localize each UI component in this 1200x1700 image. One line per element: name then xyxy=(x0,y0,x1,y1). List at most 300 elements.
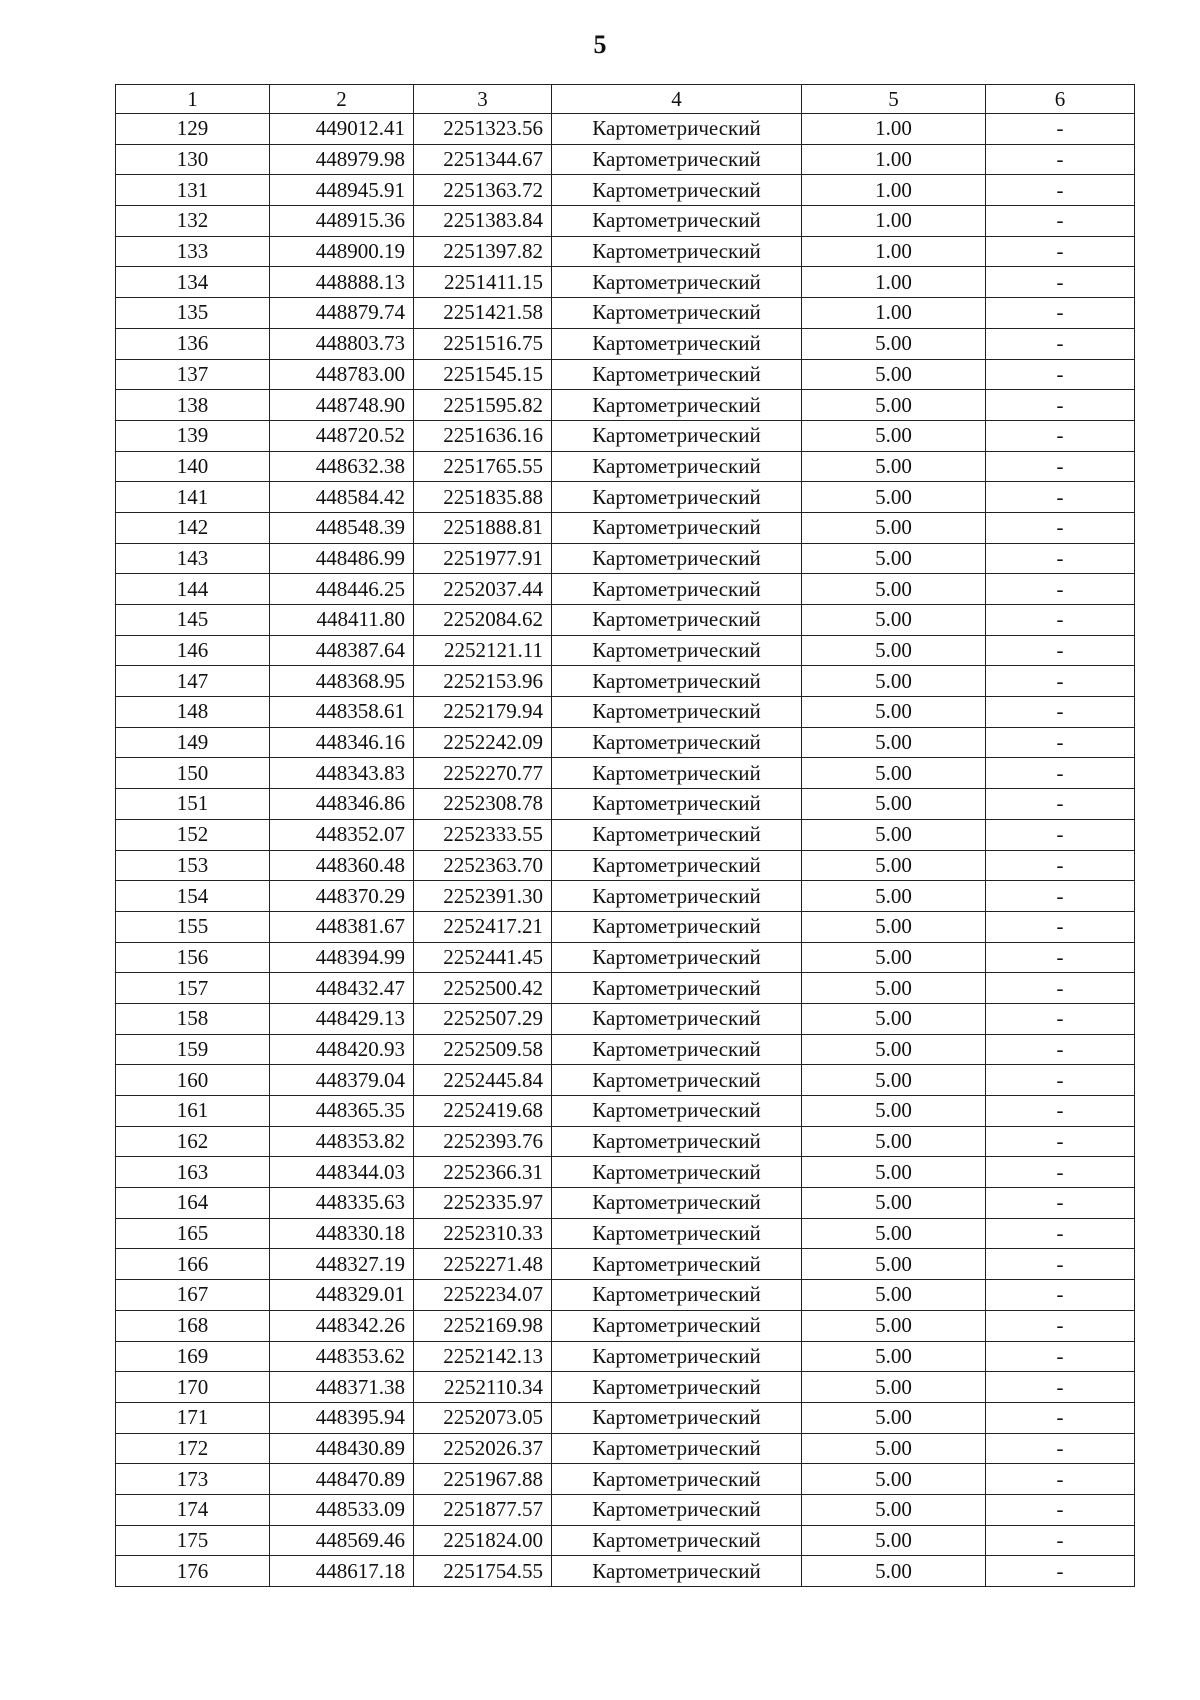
table-header-row xyxy=(116,85,1135,114)
x-coordinate-cell: 448346.16 xyxy=(270,727,414,758)
method-cell: Картометрический xyxy=(552,1433,802,1464)
note-cell: - xyxy=(986,390,1135,421)
note-cell: - xyxy=(986,973,1135,1004)
x-coordinate-cell: 448370.29 xyxy=(270,881,414,912)
accuracy-cell: 5.00 xyxy=(802,1494,986,1525)
y-coordinate-cell: 2251765.55 xyxy=(414,451,552,482)
note-cell: - xyxy=(986,114,1135,145)
table-row xyxy=(116,574,1135,605)
y-coordinate-cell: 2251323.56 xyxy=(414,114,552,145)
accuracy-cell: 5.00 xyxy=(802,850,986,881)
note-cell: - xyxy=(986,1218,1135,1249)
method-cell: Картометрический xyxy=(552,1280,802,1311)
method-cell: Картометрический xyxy=(552,1126,802,1157)
method-cell: Картометрический xyxy=(552,1464,802,1495)
accuracy-cell: 5.00 xyxy=(802,942,986,973)
method-cell: Картометрический xyxy=(552,267,802,298)
note-cell: - xyxy=(986,942,1135,973)
y-coordinate-cell: 2252110.34 xyxy=(414,1372,552,1403)
method-cell: Картометрический xyxy=(552,1372,802,1403)
table-row xyxy=(116,1433,1135,1464)
table-row xyxy=(116,1280,1135,1311)
accuracy-cell: 1.00 xyxy=(802,144,986,175)
method-cell: Картометрический xyxy=(552,1218,802,1249)
accuracy-cell: 5.00 xyxy=(802,911,986,942)
method-cell: Картометрический xyxy=(552,911,802,942)
x-coordinate-cell: 448632.38 xyxy=(270,451,414,482)
note-cell: - xyxy=(986,1525,1135,1556)
accuracy-cell: 5.00 xyxy=(802,973,986,1004)
y-coordinate-cell: 2252366.31 xyxy=(414,1157,552,1188)
table-row xyxy=(116,973,1135,1004)
table-row xyxy=(116,451,1135,482)
method-cell: Картометрический xyxy=(552,758,802,789)
note-cell: - xyxy=(986,236,1135,267)
table-row xyxy=(116,1065,1135,1096)
x-coordinate-cell: 448748.90 xyxy=(270,390,414,421)
accuracy-cell: 1.00 xyxy=(802,236,986,267)
point-number-cell: 170 xyxy=(116,1372,270,1403)
y-coordinate-cell: 2252310.33 xyxy=(414,1218,552,1249)
accuracy-cell: 5.00 xyxy=(802,328,986,359)
note-cell: - xyxy=(986,1157,1135,1188)
note-cell: - xyxy=(986,1433,1135,1464)
x-coordinate-cell: 448803.73 xyxy=(270,328,414,359)
y-coordinate-cell: 2252142.13 xyxy=(414,1341,552,1372)
y-coordinate-cell: 2252037.44 xyxy=(414,574,552,605)
note-cell: - xyxy=(986,512,1135,543)
x-coordinate-cell: 448330.18 xyxy=(270,1218,414,1249)
accuracy-cell: 5.00 xyxy=(802,789,986,820)
method-cell: Картометрический xyxy=(552,298,802,329)
note-cell: - xyxy=(986,1188,1135,1219)
accuracy-cell: 5.00 xyxy=(802,758,986,789)
x-coordinate-cell: 448945.91 xyxy=(270,175,414,206)
point-number-cell: 131 xyxy=(116,175,270,206)
note-cell: - xyxy=(986,911,1135,942)
note-cell: - xyxy=(986,635,1135,666)
point-number-cell: 166 xyxy=(116,1249,270,1280)
y-coordinate-cell: 2251363.72 xyxy=(414,175,552,206)
x-coordinate-cell: 448352.07 xyxy=(270,819,414,850)
y-coordinate-cell: 2251545.15 xyxy=(414,359,552,390)
y-coordinate-cell: 2252445.84 xyxy=(414,1065,552,1096)
x-coordinate-cell: 448979.98 xyxy=(270,144,414,175)
method-cell: Картометрический xyxy=(552,697,802,728)
note-cell: - xyxy=(986,1065,1135,1096)
note-cell: - xyxy=(986,789,1135,820)
note-cell: - xyxy=(986,819,1135,850)
method-cell: Картометрический xyxy=(552,789,802,820)
accuracy-cell: 5.00 xyxy=(802,1402,986,1433)
method-cell: Картометрический xyxy=(552,1157,802,1188)
x-coordinate-cell: 448446.25 xyxy=(270,574,414,605)
x-coordinate-cell: 448371.38 xyxy=(270,1372,414,1403)
method-cell: Картометрический xyxy=(552,1525,802,1556)
accuracy-cell: 5.00 xyxy=(802,1280,986,1311)
accuracy-cell: 5.00 xyxy=(802,1464,986,1495)
method-cell: Картометрический xyxy=(552,635,802,666)
y-coordinate-cell: 2251824.00 xyxy=(414,1525,552,1556)
method-cell: Картометрический xyxy=(552,206,802,237)
x-coordinate-cell: 449012.41 xyxy=(270,114,414,145)
y-coordinate-cell: 2252509.58 xyxy=(414,1034,552,1065)
note-cell: - xyxy=(986,666,1135,697)
point-number-cell: 148 xyxy=(116,697,270,728)
x-coordinate-cell: 448395.94 xyxy=(270,1402,414,1433)
point-number-cell: 139 xyxy=(116,420,270,451)
point-number-cell: 145 xyxy=(116,605,270,636)
table-row xyxy=(116,758,1135,789)
table-row xyxy=(116,328,1135,359)
x-coordinate-cell: 448346.86 xyxy=(270,789,414,820)
note-cell: - xyxy=(986,881,1135,912)
method-cell: Картометрический xyxy=(552,1494,802,1525)
y-coordinate-cell: 2251516.75 xyxy=(414,328,552,359)
accuracy-cell: 1.00 xyxy=(802,175,986,206)
point-number-cell: 146 xyxy=(116,635,270,666)
x-coordinate-cell: 448617.18 xyxy=(270,1556,414,1587)
table-row xyxy=(116,635,1135,666)
x-coordinate-cell: 448379.04 xyxy=(270,1065,414,1096)
table-row xyxy=(116,819,1135,850)
method-cell: Картометрический xyxy=(552,1188,802,1219)
x-coordinate-cell: 448720.52 xyxy=(270,420,414,451)
note-cell: - xyxy=(986,1126,1135,1157)
note-cell: - xyxy=(986,267,1135,298)
table-row xyxy=(116,1188,1135,1219)
column-header-2: 2 xyxy=(270,85,414,114)
point-number-cell: 143 xyxy=(116,543,270,574)
y-coordinate-cell: 2252419.68 xyxy=(414,1096,552,1127)
point-number-cell: 147 xyxy=(116,666,270,697)
table-row xyxy=(116,298,1135,329)
method-cell: Картометрический xyxy=(552,144,802,175)
point-number-cell: 164 xyxy=(116,1188,270,1219)
x-coordinate-cell: 448430.89 xyxy=(270,1433,414,1464)
point-number-cell: 135 xyxy=(116,298,270,329)
y-coordinate-cell: 2252179.94 xyxy=(414,697,552,728)
table-row xyxy=(116,543,1135,574)
x-coordinate-cell: 448368.95 xyxy=(270,666,414,697)
point-number-cell: 156 xyxy=(116,942,270,973)
accuracy-cell: 5.00 xyxy=(802,1249,986,1280)
x-coordinate-cell: 448342.26 xyxy=(270,1310,414,1341)
accuracy-cell: 5.00 xyxy=(802,1126,986,1157)
method-cell: Картометрический xyxy=(552,512,802,543)
accuracy-cell: 5.00 xyxy=(802,1310,986,1341)
method-cell: Картометрический xyxy=(552,482,802,513)
method-cell: Картометрический xyxy=(552,328,802,359)
note-cell: - xyxy=(986,1494,1135,1525)
x-coordinate-cell: 448353.82 xyxy=(270,1126,414,1157)
method-cell: Картометрический xyxy=(552,1096,802,1127)
note-cell: - xyxy=(986,697,1135,728)
point-number-cell: 133 xyxy=(116,236,270,267)
method-cell: Картометрический xyxy=(552,850,802,881)
x-coordinate-cell: 448783.00 xyxy=(270,359,414,390)
point-number-cell: 157 xyxy=(116,973,270,1004)
y-coordinate-cell: 2251835.88 xyxy=(414,482,552,513)
accuracy-cell: 5.00 xyxy=(802,359,986,390)
table-row xyxy=(116,727,1135,758)
y-coordinate-cell: 2251888.81 xyxy=(414,512,552,543)
note-cell: - xyxy=(986,359,1135,390)
table-row xyxy=(116,1126,1135,1157)
point-number-cell: 154 xyxy=(116,881,270,912)
point-number-cell: 144 xyxy=(116,574,270,605)
note-cell: - xyxy=(986,144,1135,175)
point-number-cell: 167 xyxy=(116,1280,270,1311)
x-coordinate-cell: 448387.64 xyxy=(270,635,414,666)
point-number-cell: 136 xyxy=(116,328,270,359)
x-coordinate-cell: 448381.67 xyxy=(270,911,414,942)
accuracy-cell: 5.00 xyxy=(802,512,986,543)
point-number-cell: 155 xyxy=(116,911,270,942)
x-coordinate-cell: 448533.09 xyxy=(270,1494,414,1525)
point-number-cell: 134 xyxy=(116,267,270,298)
column-header-3: 3 xyxy=(414,85,552,114)
method-cell: Картометрический xyxy=(552,1556,802,1587)
table-row xyxy=(116,1157,1135,1188)
x-coordinate-cell: 448548.39 xyxy=(270,512,414,543)
method-cell: Картометрический xyxy=(552,574,802,605)
point-number-cell: 152 xyxy=(116,819,270,850)
table-row xyxy=(116,697,1135,728)
column-header-4: 4 xyxy=(552,85,802,114)
y-coordinate-cell: 2252333.55 xyxy=(414,819,552,850)
note-cell: - xyxy=(986,1003,1135,1034)
x-coordinate-cell: 448394.99 xyxy=(270,942,414,973)
x-coordinate-cell: 448879.74 xyxy=(270,298,414,329)
note-cell: - xyxy=(986,420,1135,451)
point-number-cell: 151 xyxy=(116,789,270,820)
table-row xyxy=(116,267,1135,298)
note-cell: - xyxy=(986,605,1135,636)
x-coordinate-cell: 448429.13 xyxy=(270,1003,414,1034)
point-number-cell: 168 xyxy=(116,1310,270,1341)
method-cell: Картометрический xyxy=(552,973,802,1004)
y-coordinate-cell: 2251877.57 xyxy=(414,1494,552,1525)
accuracy-cell: 5.00 xyxy=(802,666,986,697)
note-cell: - xyxy=(986,1372,1135,1403)
accuracy-cell: 5.00 xyxy=(802,482,986,513)
table-row xyxy=(116,850,1135,881)
note-cell: - xyxy=(986,206,1135,237)
accuracy-cell: 5.00 xyxy=(802,1556,986,1587)
note-cell: - xyxy=(986,574,1135,605)
point-number-cell: 132 xyxy=(116,206,270,237)
table-row xyxy=(116,1556,1135,1587)
method-cell: Картометрический xyxy=(552,666,802,697)
accuracy-cell: 5.00 xyxy=(802,819,986,850)
x-coordinate-cell: 448900.19 xyxy=(270,236,414,267)
point-number-cell: 161 xyxy=(116,1096,270,1127)
point-number-cell: 159 xyxy=(116,1034,270,1065)
accuracy-cell: 5.00 xyxy=(802,727,986,758)
table-row xyxy=(116,1310,1135,1341)
method-cell: Картометрический xyxy=(552,727,802,758)
method-cell: Картометрический xyxy=(552,942,802,973)
y-coordinate-cell: 2251754.55 xyxy=(414,1556,552,1587)
table-row xyxy=(116,206,1135,237)
accuracy-cell: 5.00 xyxy=(802,390,986,421)
note-cell: - xyxy=(986,758,1135,789)
method-cell: Картометрический xyxy=(552,605,802,636)
y-coordinate-cell: 2252391.30 xyxy=(414,881,552,912)
point-number-cell: 160 xyxy=(116,1065,270,1096)
y-coordinate-cell: 2252441.45 xyxy=(414,942,552,973)
x-coordinate-cell: 448329.01 xyxy=(270,1280,414,1311)
accuracy-cell: 1.00 xyxy=(802,267,986,298)
accuracy-cell: 5.00 xyxy=(802,1341,986,1372)
x-coordinate-cell: 448343.83 xyxy=(270,758,414,789)
note-cell: - xyxy=(986,451,1135,482)
table-row xyxy=(116,390,1135,421)
accuracy-cell: 5.00 xyxy=(802,1003,986,1034)
note-cell: - xyxy=(986,175,1135,206)
accuracy-cell: 5.00 xyxy=(802,1372,986,1403)
accuracy-cell: 5.00 xyxy=(802,881,986,912)
y-coordinate-cell: 2251595.82 xyxy=(414,390,552,421)
point-number-cell: 173 xyxy=(116,1464,270,1495)
y-coordinate-cell: 2251636.16 xyxy=(414,420,552,451)
method-cell: Картометрический xyxy=(552,420,802,451)
x-coordinate-cell: 448353.62 xyxy=(270,1341,414,1372)
note-cell: - xyxy=(986,727,1135,758)
accuracy-cell: 5.00 xyxy=(802,1525,986,1556)
table-row xyxy=(116,911,1135,942)
method-cell: Картометрический xyxy=(552,114,802,145)
point-number-cell: 129 xyxy=(116,114,270,145)
accuracy-cell: 5.00 xyxy=(802,1096,986,1127)
point-number-cell: 137 xyxy=(116,359,270,390)
column-header-6: 6 xyxy=(986,85,1135,114)
x-coordinate-cell: 448569.46 xyxy=(270,1525,414,1556)
column-header-5: 5 xyxy=(802,85,986,114)
accuracy-cell: 5.00 xyxy=(802,1065,986,1096)
point-number-cell: 162 xyxy=(116,1126,270,1157)
table-row xyxy=(116,1249,1135,1280)
y-coordinate-cell: 2252242.09 xyxy=(414,727,552,758)
table-row xyxy=(116,512,1135,543)
table-row xyxy=(116,359,1135,390)
table-row xyxy=(116,1003,1135,1034)
x-coordinate-cell: 448432.47 xyxy=(270,973,414,1004)
method-cell: Картометрический xyxy=(552,881,802,912)
note-cell: - xyxy=(986,1034,1135,1065)
y-coordinate-cell: 2252308.78 xyxy=(414,789,552,820)
point-number-cell: 140 xyxy=(116,451,270,482)
x-coordinate-cell: 448915.36 xyxy=(270,206,414,237)
point-number-cell: 158 xyxy=(116,1003,270,1034)
table-row xyxy=(116,1341,1135,1372)
table-row xyxy=(116,1034,1135,1065)
method-cell: Картометрический xyxy=(552,543,802,574)
note-cell: - xyxy=(986,482,1135,513)
x-coordinate-cell: 448411.80 xyxy=(270,605,414,636)
accuracy-cell: 5.00 xyxy=(802,1218,986,1249)
note-cell: - xyxy=(986,850,1135,881)
accuracy-cell: 5.00 xyxy=(802,1034,986,1065)
y-coordinate-cell: 2252234.07 xyxy=(414,1280,552,1311)
accuracy-cell: 5.00 xyxy=(802,1157,986,1188)
point-number-cell: 176 xyxy=(116,1556,270,1587)
note-cell: - xyxy=(986,298,1135,329)
method-cell: Картометрический xyxy=(552,1341,802,1372)
accuracy-cell: 1.00 xyxy=(802,114,986,145)
y-coordinate-cell: 2252084.62 xyxy=(414,605,552,636)
method-cell: Картометрический xyxy=(552,451,802,482)
table-row xyxy=(116,1372,1135,1403)
method-cell: Картометрический xyxy=(552,390,802,421)
point-number-cell: 141 xyxy=(116,482,270,513)
accuracy-cell: 5.00 xyxy=(802,635,986,666)
y-coordinate-cell: 2252417.21 xyxy=(414,911,552,942)
table-row xyxy=(116,881,1135,912)
x-coordinate-cell: 448420.93 xyxy=(270,1034,414,1065)
table-row xyxy=(116,1096,1135,1127)
point-number-cell: 130 xyxy=(116,144,270,175)
table-row xyxy=(116,114,1135,145)
method-cell: Картометрический xyxy=(552,236,802,267)
table-row xyxy=(116,1525,1135,1556)
x-coordinate-cell: 448358.61 xyxy=(270,697,414,728)
point-number-cell: 149 xyxy=(116,727,270,758)
x-coordinate-cell: 448888.13 xyxy=(270,267,414,298)
method-cell: Картометрический xyxy=(552,1034,802,1065)
x-coordinate-cell: 448486.99 xyxy=(270,543,414,574)
table-row xyxy=(116,666,1135,697)
y-coordinate-cell: 2252169.98 xyxy=(414,1310,552,1341)
point-number-cell: 175 xyxy=(116,1525,270,1556)
method-cell: Картометрический xyxy=(552,1249,802,1280)
table-row xyxy=(116,1402,1135,1433)
y-coordinate-cell: 2252153.96 xyxy=(414,666,552,697)
accuracy-cell: 1.00 xyxy=(802,298,986,329)
accuracy-cell: 5.00 xyxy=(802,605,986,636)
x-coordinate-cell: 448470.89 xyxy=(270,1464,414,1495)
table-row xyxy=(116,482,1135,513)
y-coordinate-cell: 2252270.77 xyxy=(414,758,552,789)
accuracy-cell: 5.00 xyxy=(802,543,986,574)
note-cell: - xyxy=(986,1310,1135,1341)
table-row xyxy=(116,1464,1135,1495)
table-row xyxy=(116,789,1135,820)
x-coordinate-cell: 448327.19 xyxy=(270,1249,414,1280)
y-coordinate-cell: 2251421.58 xyxy=(414,298,552,329)
y-coordinate-cell: 2252121.11 xyxy=(414,635,552,666)
table-row xyxy=(116,236,1135,267)
page-number: 5 xyxy=(593,30,607,59)
accuracy-cell: 5.00 xyxy=(802,1188,986,1219)
table-body xyxy=(116,114,1135,1587)
accuracy-cell: 5.00 xyxy=(802,420,986,451)
point-number-cell: 169 xyxy=(116,1341,270,1372)
method-cell: Картометрический xyxy=(552,1003,802,1034)
y-coordinate-cell: 2252335.97 xyxy=(414,1188,552,1219)
note-cell: - xyxy=(986,1402,1135,1433)
y-coordinate-cell: 2251411.15 xyxy=(414,267,552,298)
method-cell: Картометрический xyxy=(552,175,802,206)
y-coordinate-cell: 2252026.37 xyxy=(414,1433,552,1464)
point-number-cell: 142 xyxy=(116,512,270,543)
note-cell: - xyxy=(986,1249,1135,1280)
coordinates-table xyxy=(115,84,1135,1587)
table-row xyxy=(116,175,1135,206)
method-cell: Картометрический xyxy=(552,1065,802,1096)
accuracy-cell: 1.00 xyxy=(802,206,986,237)
